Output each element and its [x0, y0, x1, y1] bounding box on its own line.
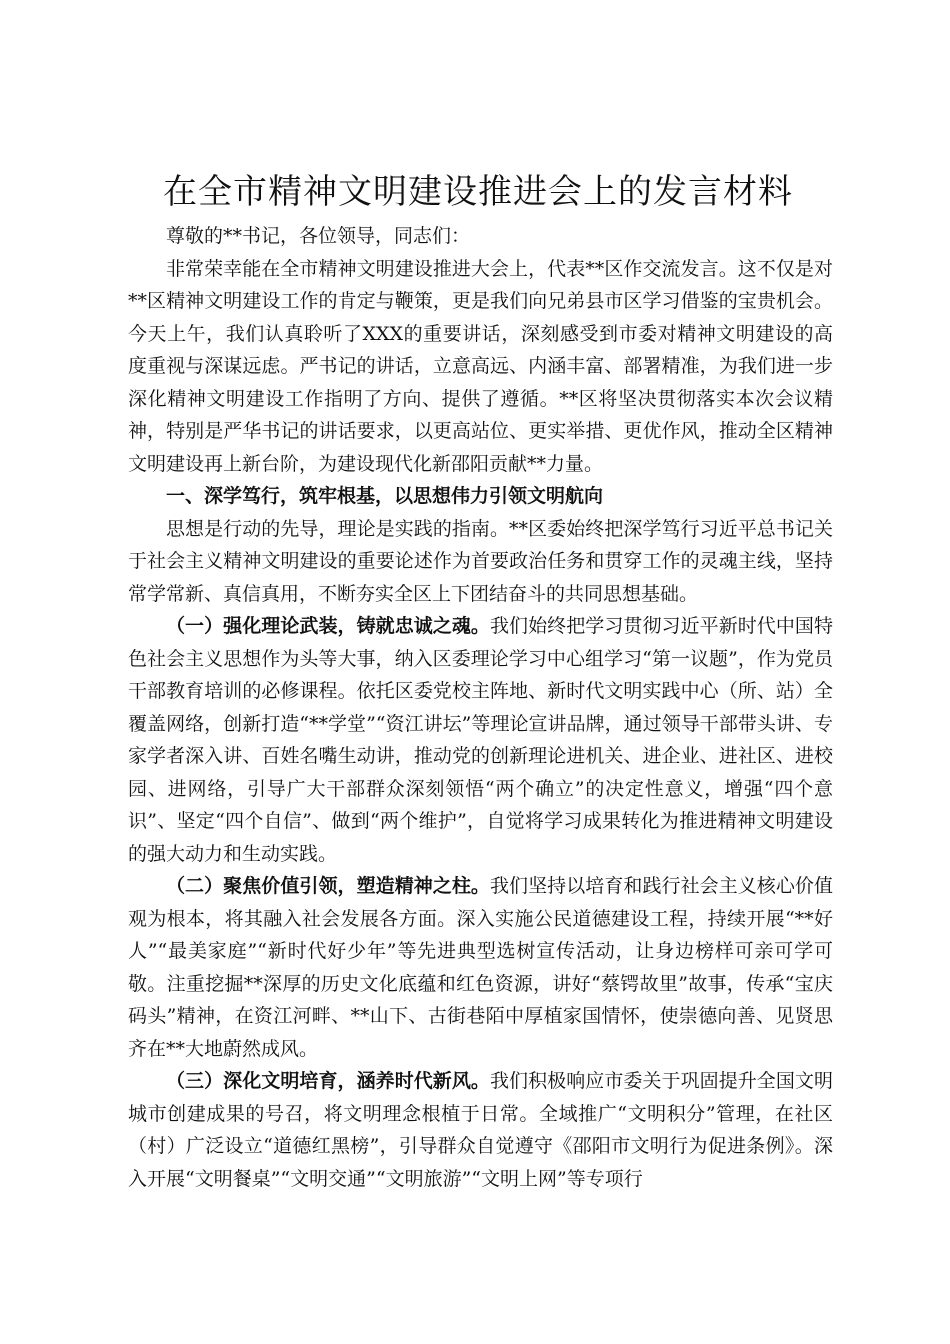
- salutation: 尊敬的**书记，各位领导，同志们：: [166, 225, 471, 247]
- subsection-heading: （三）深化文明培育，涵养时代新风。: [166, 1070, 490, 1092]
- document-body: [128, 220, 833, 1195]
- subsection-paragraph: [128, 870, 833, 1065]
- subsection-heading: （一）强化理论武装，铸就忠诚之魂。: [166, 615, 490, 637]
- subsection-paragraph: [128, 1065, 833, 1195]
- subsection-text: 我们坚持以培育和践行社会主义核心价值观为根本，将其融入社会发展各方面。深入实施公民道德建设工程，持续开展“**好人”“最美家庭”“新时代好少年”等先进典型选树宣传活动，让身边榜样可亲可学可敬。注重挖掘**深厚的历史文化底蕴和红色资源，讲好“蔡锷故里”故事，传承“宝庆码头”精神，在资江河畔、**山下、古街巷陌中厚植家国情怀，使崇德向善、见贤思齐在**大地蔚然成风。: [128, 875, 833, 1060]
- section-heading: 一、深学笃行，筑牢根基，以思想伟力引领文明航向: [166, 485, 604, 507]
- section-lead-paragraph: 思想是行动的先导，理论是实践的指南。**区委始终把深学笃行习近平总书记关于社会主义精神文明建设的重要论述作为首要政治任务和贯穿工作的灵魂主线，坚持常学常新、真信真用，不断夯实全区上下团结奋斗的共同思想基础。: [128, 517, 833, 605]
- document-title: 在全市精神文明建设推进会上的发言材料: [163, 172, 793, 212]
- intro-paragraph: 非常荣幸能在全市精神文明建设推进大会上，代表**区作交流发言。这不仅是对**区精神文明建设工作的肯定与鞭策，更是我们向兄弟县市区学习借鉴的宝贵机会。今天上午，我们认真聆听了XXX的重要讲话，深刻感受到市委对精神文明建设的高度重视与深谋远虑。严书记的讲话，立意高远、内涵丰富、部署精准，为我们进一步深化精神文明建设工作指明了方向、提供了遵循。**区将坚决贯彻落实本次会议精神，特别是严华书记的讲话要求，以更高站位、更实举措、更优作风，推动全区精神文明建设再上新台阶，为建设现代化新邵阳贡献**力量。: [128, 257, 833, 475]
- subsection-text: 我们积极响应市委关于巩固提升全国文明城市创建成果的号召，将文明理念根植于日常。全域推广“文明积分”管理，在社区（村）广泛设立“道德红黑榜”，引导群众自觉遵守《邵阳市文明行为促进条例》。深入开展“文明餐桌”“文明交通”“文明旅游”“文明上网”等专项行: [128, 1070, 833, 1190]
- subsection-heading: （二）聚焦价值引领，塑造精神之柱。: [166, 875, 490, 897]
- subsection-paragraph: [128, 610, 833, 870]
- subsection-text: 我们始终把学习贯彻习近平新时代中国特色社会主义思想作为头等大事，纳入区委理论学习中心组学习“第一议题”，作为党员干部教育培训的必修课程。依托区委党校主阵地、新时代文明实践中心（所、站）全覆盖网络，创新打造“**学堂”“资江讲坛”等理论宣讲品牌，通过领导干部带头讲、专家学者深入讲、百姓名嘴生动讲，推动党的创新理论进机关、进企业、进社区、进校园、进网络，引导广大干部群众深刻领悟“两个确立”的决定性意义，增强“四个意识”、坚定“四个自信”、做到“两个维护”，自觉将学习成果转化为推进精神文明建设的强大动力和生动实践。: [128, 615, 833, 865]
